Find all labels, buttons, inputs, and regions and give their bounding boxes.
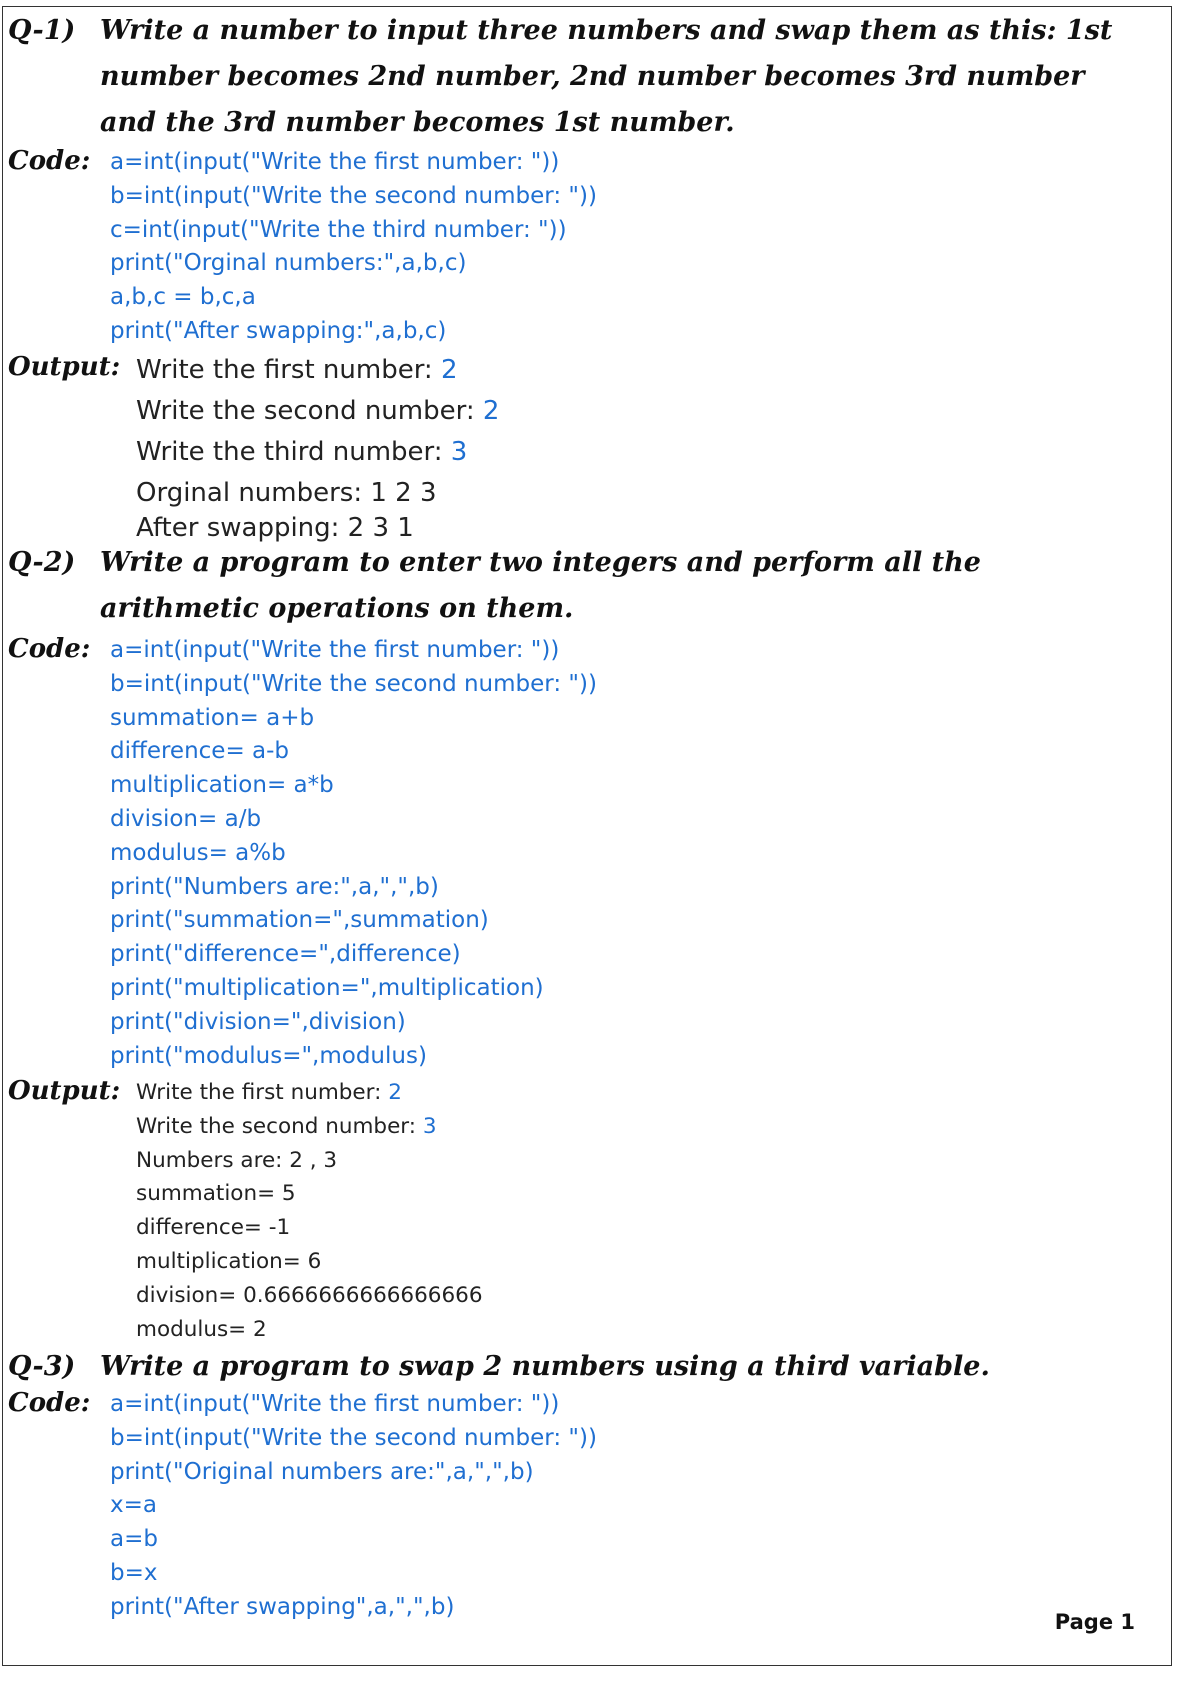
code-line: difference= a-b: [110, 738, 290, 765]
q1-output-block: [136, 350, 499, 542]
q2-question-line-2: arithmetic operations on them.: [100, 593, 574, 624]
code-line: print("modulus=",modulus): [110, 1042, 427, 1069]
output-line: Write the second number: 2: [136, 396, 500, 426]
output-line: After swapping: 2 3 1: [136, 513, 414, 543]
output-line: Write the first number: 2: [136, 355, 458, 385]
output-line: multiplication= 6: [136, 1248, 322, 1274]
code-line: print("After swapping",a,",",b): [110, 1593, 455, 1620]
q2-output-block: [136, 1076, 483, 1346]
code-line: b=int(input("Write the second number: ")): [110, 182, 597, 209]
output-line: division= 0.6666666666666666: [136, 1282, 483, 1308]
q3-label: Q-3): [8, 1351, 76, 1382]
q1-question-line-1: Q-1) Write a number to input three numbers and swap them as this: 1st: [8, 8, 1112, 54]
code-line: print("multiplication=",multiplication): [110, 974, 544, 1001]
code-line: b=int(input("Write the second number: ")): [110, 1424, 597, 1451]
code-line: print("After swapping:",a,b,c): [110, 317, 447, 344]
q1-question-line-3: and the 3rd number becomes 1st number.: [100, 107, 735, 138]
q3-question-line-1: Q-3) Write a program to swap 2 numbers using a third variable.: [8, 1344, 990, 1390]
code-line: c=int(input("Write the third number: ")): [110, 216, 567, 243]
q1-label: Q-1): [8, 15, 76, 46]
code-line: a=int(input("Write the first number: ")): [110, 1391, 560, 1417]
code-line: multiplication= a*b: [110, 772, 334, 799]
output-line: Orginal numbers: 1 2 3: [136, 478, 437, 508]
output-line: modulus= 2: [136, 1316, 267, 1342]
code-line: a=int(input("Write the first number: ")): [110, 149, 560, 175]
q2-label: Q-2): [8, 547, 76, 578]
code-line: a=b: [110, 1526, 158, 1553]
code-line: a,b,c = b,c,a: [110, 284, 256, 311]
q2-code-block: [110, 634, 597, 1073]
output-line: Write the second number: 3: [136, 1113, 437, 1139]
code-line: print("Numbers are:",a,",",b): [110, 873, 439, 900]
code-line: print("summation=",summation): [110, 907, 489, 934]
output-line: Write the first number: 2: [136, 1080, 402, 1105]
q1-output-label: Output:: [8, 352, 121, 382]
code-line: print("difference=",difference): [110, 941, 461, 968]
q2-question-line-1: Q-2) Write a program to enter two integers and perform all the: [8, 540, 981, 586]
q3-code-label: Code:: [8, 1388, 91, 1418]
q3-code-block: [110, 1388, 597, 1625]
code-line: summation= a+b: [110, 704, 315, 731]
page-number: Page 1: [1054, 1610, 1135, 1634]
output-line: summation= 5: [136, 1181, 296, 1207]
output-line: Write the third number: 3: [136, 437, 468, 467]
code-line: b=int(input("Write the second number: ")): [110, 670, 597, 697]
output-line: Numbers are: 2 , 3: [136, 1147, 338, 1173]
code-line: print("Orginal numbers:",a,b,c): [110, 250, 467, 277]
code-line: b=x: [110, 1559, 158, 1586]
code-line: x=a: [110, 1492, 157, 1519]
code-line: print("Original numbers are:",a,",",b): [110, 1458, 534, 1485]
code-line: division= a/b: [110, 805, 262, 832]
code-line: a=int(input("Write the first number: ")): [110, 637, 560, 663]
q1-code-block: [110, 146, 597, 349]
q2-code-label: Code:: [8, 634, 91, 664]
output-line: difference= -1: [136, 1215, 291, 1241]
q2-output-label: Output:: [8, 1076, 121, 1106]
code-line: print("division=",division): [110, 1008, 406, 1035]
code-line: modulus= a%b: [110, 839, 286, 866]
q1-code-label: Code:: [8, 146, 91, 176]
q1-question-line-2: number becomes 2nd number, 2nd number becomes 3rd number: [100, 61, 1085, 92]
